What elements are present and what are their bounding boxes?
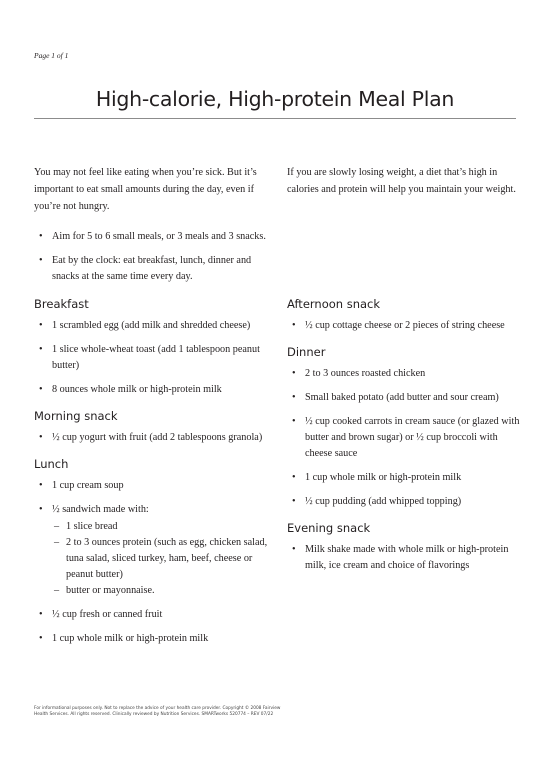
dinner-list <box>287 366 523 510</box>
sandwich-label: ½ sandwich made with: <box>52 504 149 515</box>
lunch-heading: Lunch <box>34 457 69 471</box>
lunch-item-sandwich <box>34 502 270 599</box>
lunch-list <box>34 478 270 647</box>
dinner-item: • 2 to 3 ounces roasted chicken <box>287 366 523 382</box>
dinner-item: • ½ cup cooked carrots in cream sauce (or glazed with butter and brown sugar) or ½ cup broccoli with cheese sauce <box>287 414 523 462</box>
meals-right-column <box>287 297 523 582</box>
breakfast-item: • 8 ounces whole milk or high-protein milk <box>34 382 270 398</box>
tip-item: • Eat by the clock: eat breakfast, lunch, dinner and snacks at the same time every day. <box>34 253 270 285</box>
breakfast-item: • 1 slice whole-wheat toast (add 1 tablespoon peanut butter) <box>34 342 270 374</box>
dinner-item: • ½ cup pudding (add whipped topping) <box>287 494 523 510</box>
lunch-item: • 1 cup cream soup <box>34 478 270 494</box>
intro-left-column <box>34 164 270 293</box>
sandwich-part: – 2 to 3 ounces protein (such as egg, chicken salad, tuna salad, sliced turkey, ham, beef, cheese or peanut butter) <box>52 535 270 583</box>
afternoon-snack-heading: Afternoon snack <box>287 297 381 311</box>
evening-snack-heading: Evening snack <box>287 521 371 535</box>
intro-paragraph-right: If you are slowly losing weight, a diet that’s high in calories and protein will help you maintain your weight. <box>287 167 516 195</box>
breakfast-list <box>34 318 270 398</box>
breakfast-heading: Breakfast <box>34 297 89 311</box>
morning-snack-section <box>34 409 270 446</box>
evening-snack-item: • Milk shake made with whole milk or high-protein milk, ice cream and choice of flavorings <box>287 542 523 574</box>
dinner-item: • 1 cup whole milk or high-protein milk <box>287 470 523 486</box>
tip-item: • Aim for 5 to 6 small meals, or 3 meals and 3 snacks. <box>34 229 270 245</box>
lunch-item: • ½ cup fresh or canned fruit <box>34 607 270 623</box>
lunch-section <box>34 457 270 647</box>
morning-snack-list <box>34 430 270 446</box>
afternoon-snack-list <box>287 318 523 334</box>
intro-paragraph-left: You may not feel like eating when you’re sick. But it’s important to eat small amounts during the day, even if you’re not hungry. <box>34 167 257 212</box>
title-divider <box>34 118 516 119</box>
dinner-heading: Dinner <box>287 345 326 359</box>
page-title: High-calorie, High-protein Meal Plan <box>95 87 455 111</box>
footer-disclaimer: For informational purposes only. Not to replace the advice of your health care provider. Copyright © 2008 Fairview Health Services. All rights reserved. Clinically reviewed by Nutrition Services. SMARTworks 520774 – REV 07/22 <box>34 706 281 718</box>
morning-snack-heading: Morning snack <box>34 409 118 423</box>
lunch-item: • 1 cup whole milk or high-protein milk <box>34 631 270 647</box>
morning-snack-item: • ½ cup yogurt with fruit (add 2 tablespoons granola) <box>34 430 270 446</box>
sandwich-part: – butter or mayonnaise. <box>52 583 270 599</box>
afternoon-snack-section <box>287 297 523 334</box>
tips-list <box>34 229 270 285</box>
afternoon-snack-item: • ½ cup cottage cheese or 2 pieces of string cheese <box>287 318 523 334</box>
sandwich-parts-list <box>52 519 270 599</box>
intro-right-column <box>287 164 523 198</box>
sandwich-part: – 1 slice bread <box>52 519 270 535</box>
breakfast-section <box>34 297 270 398</box>
evening-snack-list <box>287 542 523 574</box>
evening-snack-section <box>287 521 523 574</box>
dinner-item: • Small baked potato (add butter and sour cream) <box>287 390 523 406</box>
dinner-section <box>287 345 523 510</box>
page-number: Page 1 of 1 <box>34 51 69 60</box>
meals-left-column <box>34 297 270 655</box>
breakfast-item: • 1 scrambled egg (add milk and shredded cheese) <box>34 318 270 334</box>
